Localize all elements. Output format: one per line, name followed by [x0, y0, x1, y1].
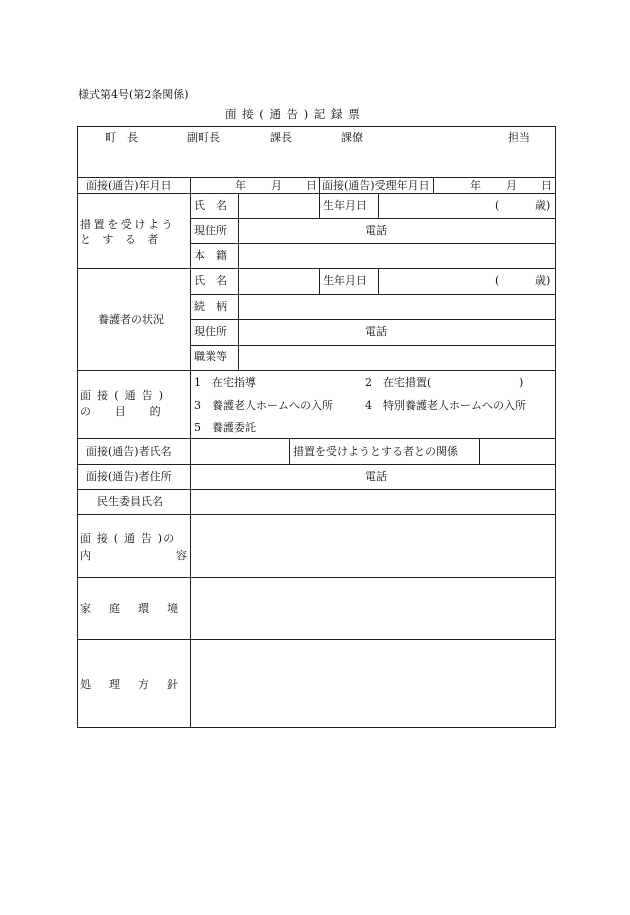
guardian-address-label: 現住所: [194, 325, 227, 338]
guardian-label: 養護者の状況: [98, 313, 164, 326]
subject-birth-label: 生年月日: [323, 199, 367, 212]
reporter-name-label: 面接(通告)者氏名: [86, 445, 172, 458]
family-environment-label: 家 庭 環 境: [80, 602, 182, 615]
interview-date-month: 月: [271, 179, 282, 192]
subject-name-label: 氏 名: [194, 199, 227, 212]
form-title: 面 接 ( 通 告 ) 記 録 票: [225, 107, 361, 121]
guardian-occupation-label: 職業等: [194, 350, 227, 363]
purpose-option-3: 3 養護老人ホームへの入所: [194, 399, 333, 412]
purpose-option-5: 5 養護委託: [194, 421, 256, 434]
subject-age-open: (: [495, 199, 500, 212]
received-date-month: 月: [506, 179, 517, 192]
received-date-year: 年: [470, 179, 481, 192]
purpose-label-line1: 面 接 ( 通 告 ): [80, 389, 165, 402]
approval-section-chief: 課長: [270, 131, 292, 144]
content-label-line2a: 内: [80, 549, 91, 562]
guardian-phone-label: 電話: [365, 325, 387, 338]
guardian-age-unit: 歳): [535, 274, 551, 287]
interview-date-label: 面接(通告)年月日: [86, 179, 172, 192]
guardian-birth-label: 生年月日: [323, 274, 367, 287]
purpose-option-1: 1 在宅指導: [194, 376, 256, 389]
interview-date-day: 日: [306, 179, 317, 192]
received-date-label: 面接(通告)受理年月日: [322, 179, 430, 192]
guardian-age-open: (: [495, 274, 500, 287]
guardian-relation-label: 続 柄: [194, 300, 227, 313]
purpose-option-2-close: ): [519, 376, 524, 389]
approval-town-head: 町 長: [105, 131, 138, 144]
purpose-option-2: 2 在宅措置(: [365, 376, 432, 389]
reporter-relation-label: 措置を受けようとする者との関係: [293, 445, 458, 458]
subject-age-unit: 歳): [535, 199, 551, 212]
subject-phone-label: 電話: [365, 224, 387, 237]
approval-in-charge: 担当: [508, 131, 530, 144]
interview-date-year: 年: [235, 179, 246, 192]
processing-policy-label: 処 理 方 針: [80, 678, 182, 691]
approval-clerk: 課僚: [341, 131, 363, 144]
content-label-line1: 面 接 ( 通 告 )の: [80, 532, 176, 545]
subject-label-line2: と す る 者: [80, 233, 159, 246]
received-date-day: 日: [541, 179, 552, 192]
form-number: 様式第4号(第2条関係): [78, 88, 189, 101]
subject-address-label: 現住所: [194, 224, 227, 237]
content-label-line2b: 容: [176, 549, 187, 562]
purpose-option-4: 4 特別養護老人ホームへの入所: [365, 399, 526, 412]
purpose-label-line2: の 目 的: [80, 405, 162, 418]
subject-domicile-label: 本 籍: [194, 249, 227, 262]
commissioner-name-label: 民生委員氏名: [97, 495, 163, 508]
approval-deputy: 副町長: [187, 131, 220, 144]
reporter-phone-label: 電話: [365, 470, 387, 483]
subject-label-line1: 措置を受けよう: [80, 218, 176, 231]
guardian-name-label: 氏 名: [194, 274, 227, 287]
reporter-address-label: 面接(通告)者住所: [86, 470, 172, 483]
